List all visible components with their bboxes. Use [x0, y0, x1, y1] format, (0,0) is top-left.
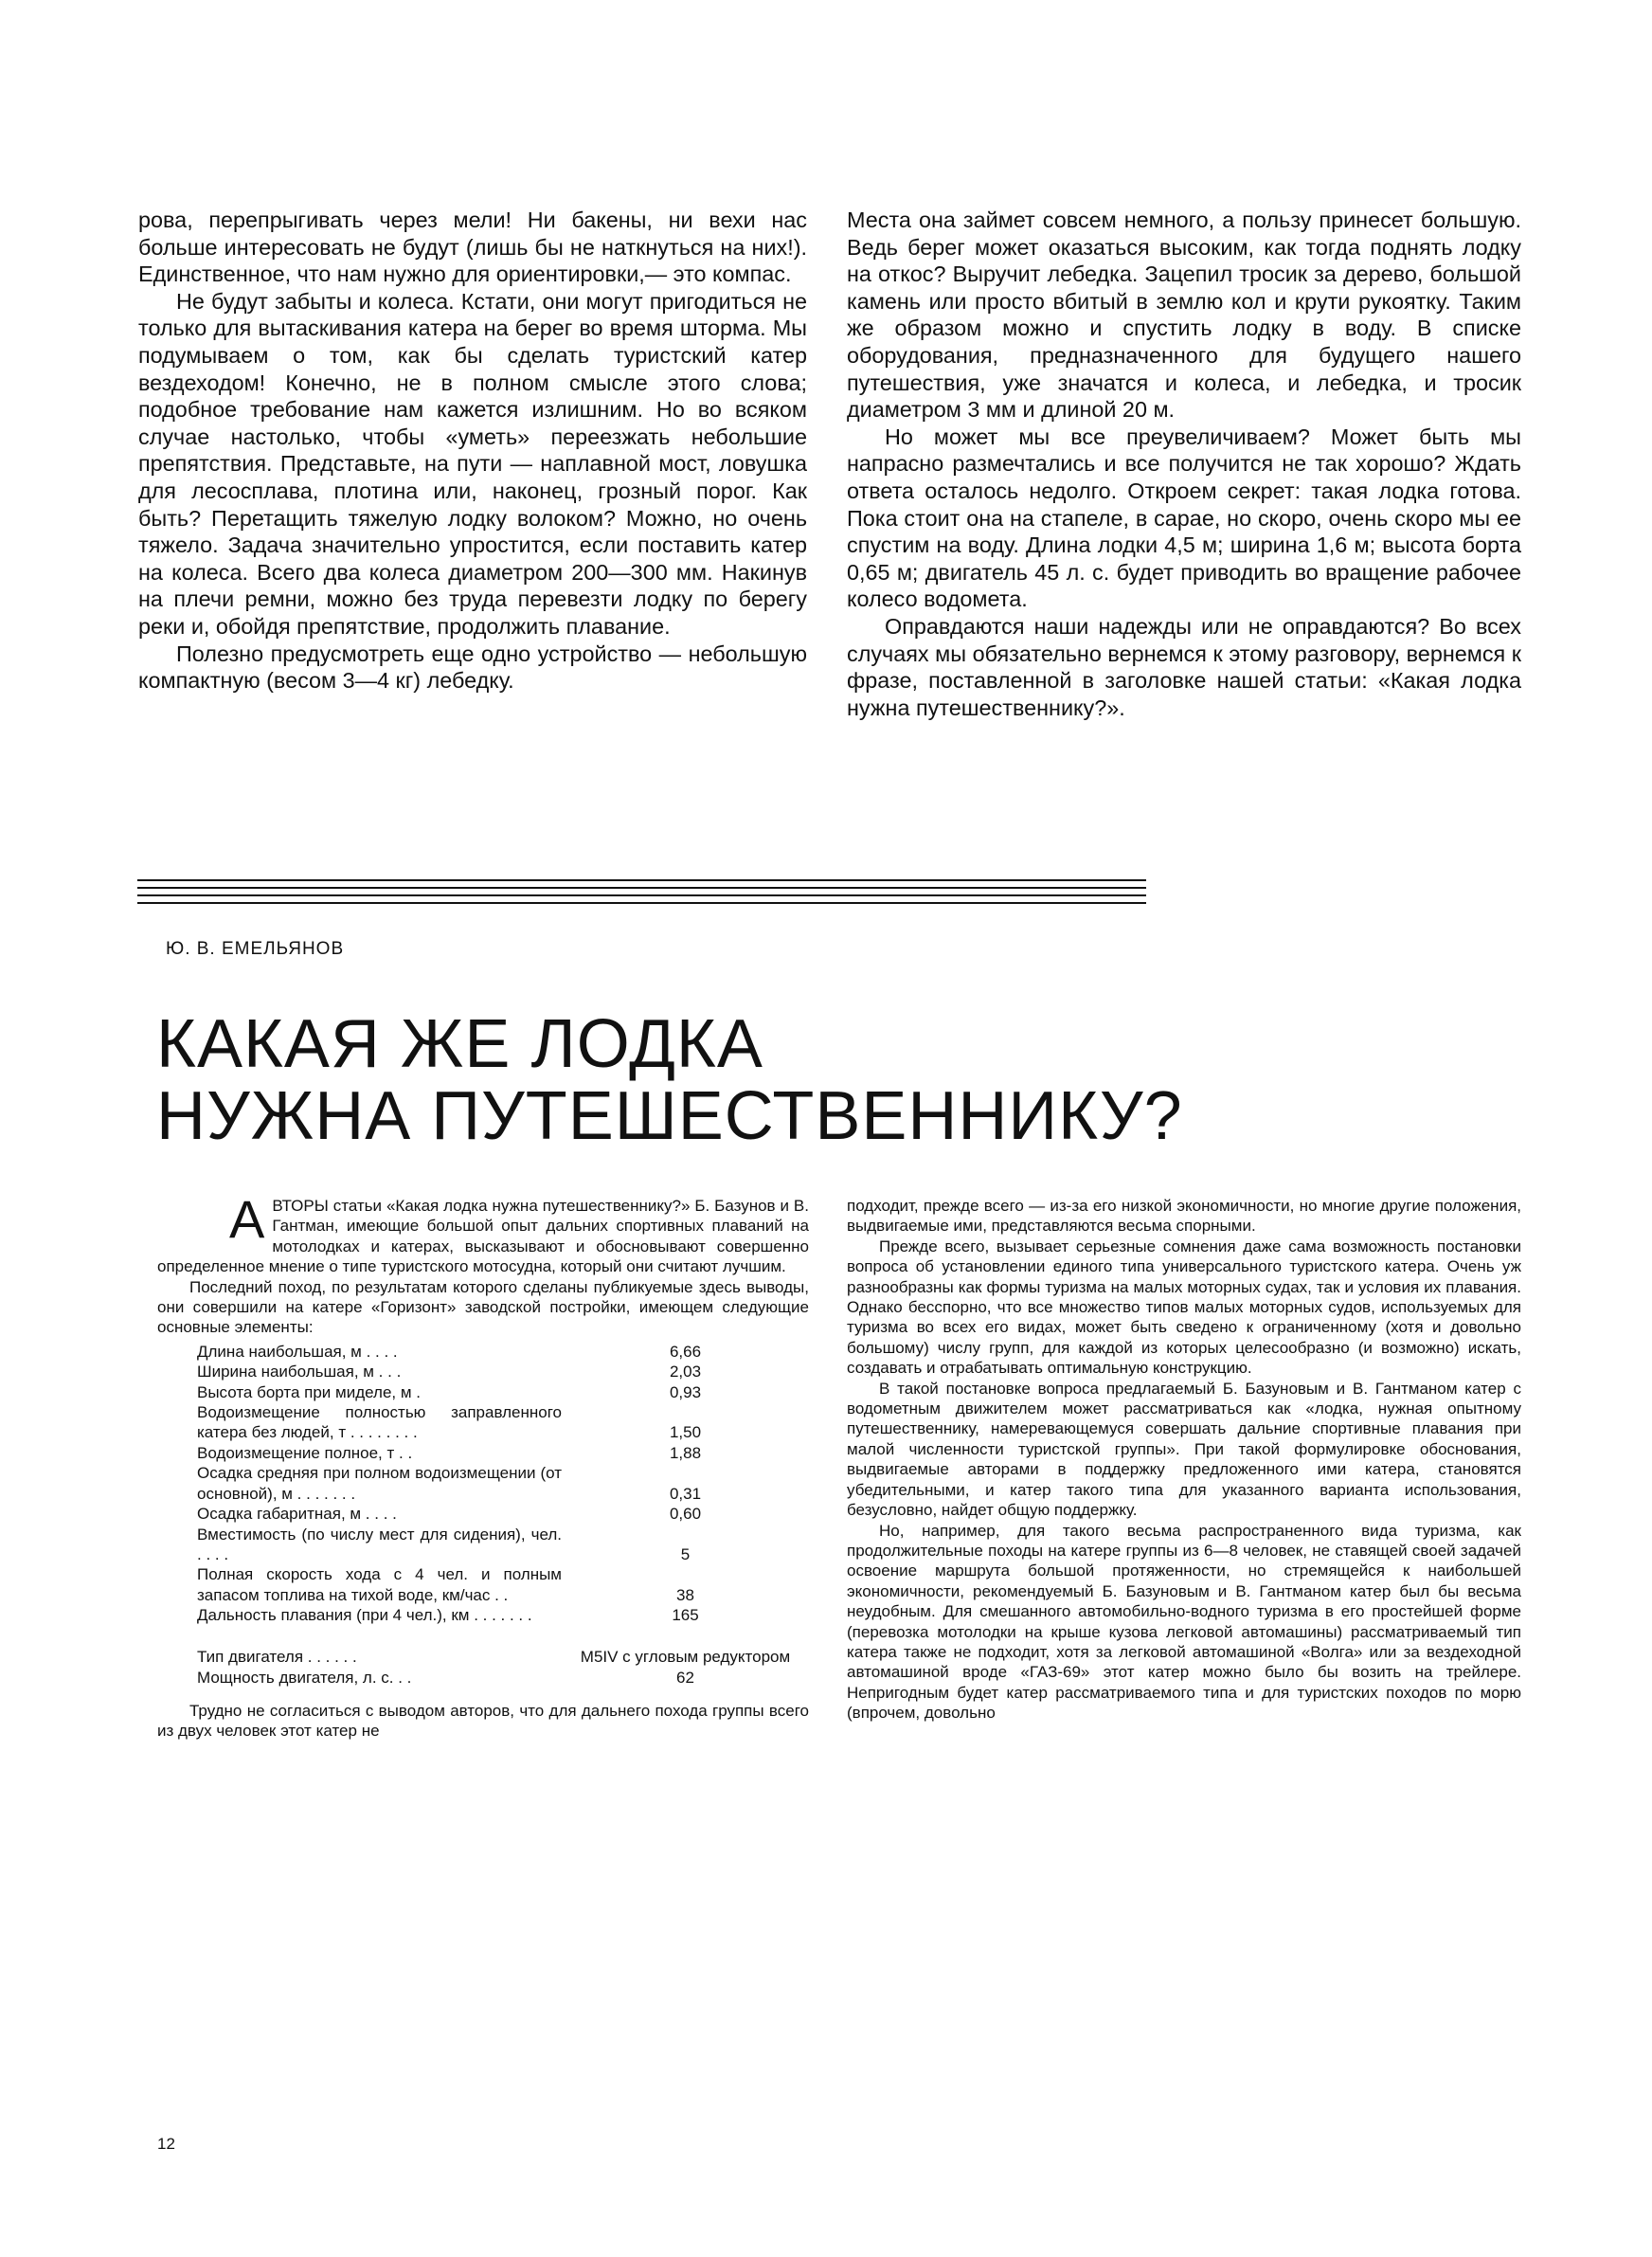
page-number: 12	[157, 2135, 175, 2153]
spec-row	[157, 1525, 809, 1565]
paragraph: Полезно предусмотреть еще одно устройство — небольшую компактную (весом 3—4 кг) лебедку.	[138, 641, 807, 694]
spec-label: Мощность двигателя, л. с. . .	[197, 1668, 412, 1687]
spec-row	[157, 1504, 809, 1524]
spec-value: 5	[680, 1544, 691, 1563]
spec-label: Осадка габаритная, м . . . .	[197, 1505, 397, 1524]
spec-row	[157, 1362, 809, 1381]
spec-label: Водоизмещение полностью заправленного катера без людей, т . . . . . . . .	[197, 1403, 562, 1442]
spec-label: Дальность плавания (при 4 чел.), км . . . . . . .	[197, 1606, 532, 1625]
spec-label: Осадка средняя при полном водоизмещении (от основной), м . . . . . . .	[197, 1464, 562, 1503]
title-line: НУЖНА ПУТЕШЕСТВЕННИКУ?	[156, 1078, 1183, 1154]
article-title	[156, 1008, 1183, 1152]
paragraph: Последний поход, по результатам которого сделаны публикуемые здесь выводы, они совершили на катере «Горизонт» заводской постройки, имеющем следующие основные элементы:	[157, 1277, 809, 1337]
spec-label: Длина наибольшая, м . . . .	[197, 1342, 398, 1361]
spec-value: 1,88	[669, 1443, 702, 1462]
spec-row	[157, 1463, 809, 1504]
spec-row	[157, 1605, 809, 1625]
spec-value: 6,66	[669, 1342, 702, 1361]
drop-cap: А	[229, 1189, 265, 1249]
spec-value: 165	[672, 1606, 699, 1625]
spec-label: Ширина наибольшая, м . . .	[197, 1363, 402, 1381]
spec-label: Полная скорость хода с 4 чел. и полным запасом топлива на тихой воде, км/час . .	[197, 1565, 562, 1604]
spec-label: Высота борта при миделе, м .	[197, 1382, 421, 1401]
spec-row	[157, 1342, 809, 1362]
spec-label: Тип двигателя . . . . . .	[197, 1648, 357, 1667]
paragraph: Но может мы все преувеличиваем? Может быть мы напрасно размечтались и все получится не так хорошо? Ждать ответа осталось недолго. Откроем секрет: такая лодка готова. Пока стоит она на стапеле, в сарае, но скоро, очень скоро мы ее спустим на воду. Длина лодки 4,5 м; ширина 1,6 м; высота борта 0,65 м; двигатель 45 л. с. будет приводить во вращение рабочее колесо водомета.	[847, 424, 1521, 612]
spec-value: 0,93	[669, 1382, 702, 1401]
bottom-right-column	[847, 1196, 1521, 1724]
spec-value: 38	[676, 1585, 694, 1604]
spec-value: M5IV с угловым редуктором	[580, 1648, 791, 1667]
top-left-column	[138, 207, 807, 695]
spec-label: Вместимость (по числу мест для сидения), чел. . . . .	[197, 1525, 562, 1563]
paragraph: Оправдаются наши надежды или не оправдаются? Во всех случаях мы обязательно вернемся к этому разговору, вернемся к фразе, поставленной в заголовке нашей статьи: «Какая лодка нужна путешественнику?».	[847, 613, 1521, 720]
paragraph: Не будут забыты и колеса. Кстати, они могут пригодиться не только для вытаскивания катера на берег во время шторма. Мы подумываем о том, как бы сделать туристский катер вездеходом! Конечно, не в полном смысле этого слова; подобное требование нам кажется излишним. Но во всяком случае настолько, чтобы «уметь» переезжать небольшие препятствия. Представьте, на пути — наплавной мост, ловушка для лесосплава, плотина или, наконец, грозный порог. Как быть? Перетащить тяжелую лодку волоком? Можно, но очень тяжело. Задача значительно упростится, если поставить катер на колеса. Всего два колеса диаметром 200—300 мм. Накинув на плечи ремни, можно без труда перевезти лодку по берегу реки и, обойдя препятствие, продолжить плавание.	[138, 288, 807, 639]
spec-row	[157, 1668, 809, 1688]
spec-value: 1,50	[669, 1423, 702, 1442]
specs-table	[157, 1342, 809, 1688]
paragraph: В такой постановке вопроса предлагаемый Б. Базуновым и В. Гантманом катер с водометным движителем может рассматриваться как «лодка, нужная опытному путешественнику, намеревающемуся совершать дальние спортивные плавания при малой численности туристской группы». При такой формулировке обоснования, выдвигаемые авторами в поддержку предложенного ими катера, становятся убедительными, и катер такого типа для указанного варианта использования, безусловно, найдет общую поддержку.	[847, 1379, 1521, 1520]
paragraph: рова, перепрыгивать через мели! Ни бакены, ни вехи нас больше интересовать не будут (лишь бы не наткнуться на них!). Единственное, что нам нужно для ориентировки,— это компас.	[138, 208, 807, 287]
lead-paragraph	[157, 1189, 809, 1277]
spec-row	[157, 1402, 809, 1443]
author-name: Ю. В. ЕМЕЛЬЯНОВ	[166, 939, 345, 959]
spec-label: Водоизмещение полное, т . .	[197, 1443, 413, 1462]
paragraph: подходит, прежде всего — из-за его низкой экономичности, но многие другие положения, выдвигаемые ими, представляются весьма спорными.	[847, 1197, 1521, 1236]
paragraph: Но, например, для такого весьма распространенного вида туризма, как продолжительные походы на катере группы из 6—8 человек, не ставящей своей задачей освоение маршрута большой протяженности, но стремящейся к наибольшей экономичности, рекомендуемый Б. Базуновым и В. Гантманом катер был бы весьма неудобным. Для смешанного автомобильно-водного туризма в его простейшей форме (перевозка мотолодки на крыше кузова легковой автомашины) рассматриваемый тип катера также не подходит, хотя за легковой автомашиной «Волга» или за вездеходной автомашиной вроде «ГАЗ-69» этот катер можно было бы возить на трейлере. Непригодным будет катер рассматриваемого типа и для туристских походов по морю (впрочем, довольно	[847, 1521, 1521, 1723]
spec-value: 2,03	[669, 1363, 702, 1381]
lead-text: статьи «Какая лодка нужна путешественнику?» Б. Базунов и В. Гантман, имеющие большой опыт дальних спортивных плаваний на мотолодках и катерах, высказывают и обосновывают совершенно определенное мнение о типе туристского мотосудна, который они считают лучшим.	[157, 1197, 809, 1276]
title-line: КАКАЯ ЖЕ ЛОДКА	[156, 1006, 763, 1082]
spec-row	[157, 1626, 809, 1668]
bottom-left-column	[157, 1189, 809, 1742]
lead-small-caps: ВТОРЫ	[272, 1197, 329, 1215]
spec-row	[157, 1564, 809, 1605]
spec-row	[157, 1382, 809, 1402]
spec-value: 62	[676, 1668, 694, 1687]
paragraph: Прежде всего, вызывает серьезные сомнения даже сама возможность постановки вопроса об установлении единого типа универсального туристского катера. Очень уж разнообразны как формы туризма на малых моторных судах, так и условия их плавания. Однако бесспорно, что все множество типов малых моторных судов, используемых для туризма во всех его видах, может быть сведено к ограниченному (хотя и довольно большому) числу групп, для каждой из которых целесообразно (и возможно) искать, создавать и отрабатывать оптимальную конструкцию.	[847, 1237, 1521, 1378]
spec-value: 0,31	[669, 1484, 702, 1503]
paragraph: Трудно не согласиться с выводом авторов, что для дальнего похода группы всего из двух человек этот катер не	[157, 1701, 809, 1741]
spec-value: 0,60	[669, 1505, 702, 1524]
spec-row	[157, 1443, 809, 1463]
top-right-column	[847, 207, 1521, 721]
separator-rules	[137, 879, 1146, 910]
paragraph: Места она займет совсем немного, а пользу принесет большую. Ведь берег может оказаться высоким, как тогда поднять лодку на откос? Выручит лебедка. Зацепил тросик за дерево, большой камень или просто вбитый в землю кол и крути рукоятку. Таким же образом можно и спустить лодку в воду. В списке оборудования, предназначенного для будущего нашего путешествия, уже значатся и колеса, и лебедка, и тросик диаметром 3 мм и длиной 20 м.	[847, 208, 1521, 423]
